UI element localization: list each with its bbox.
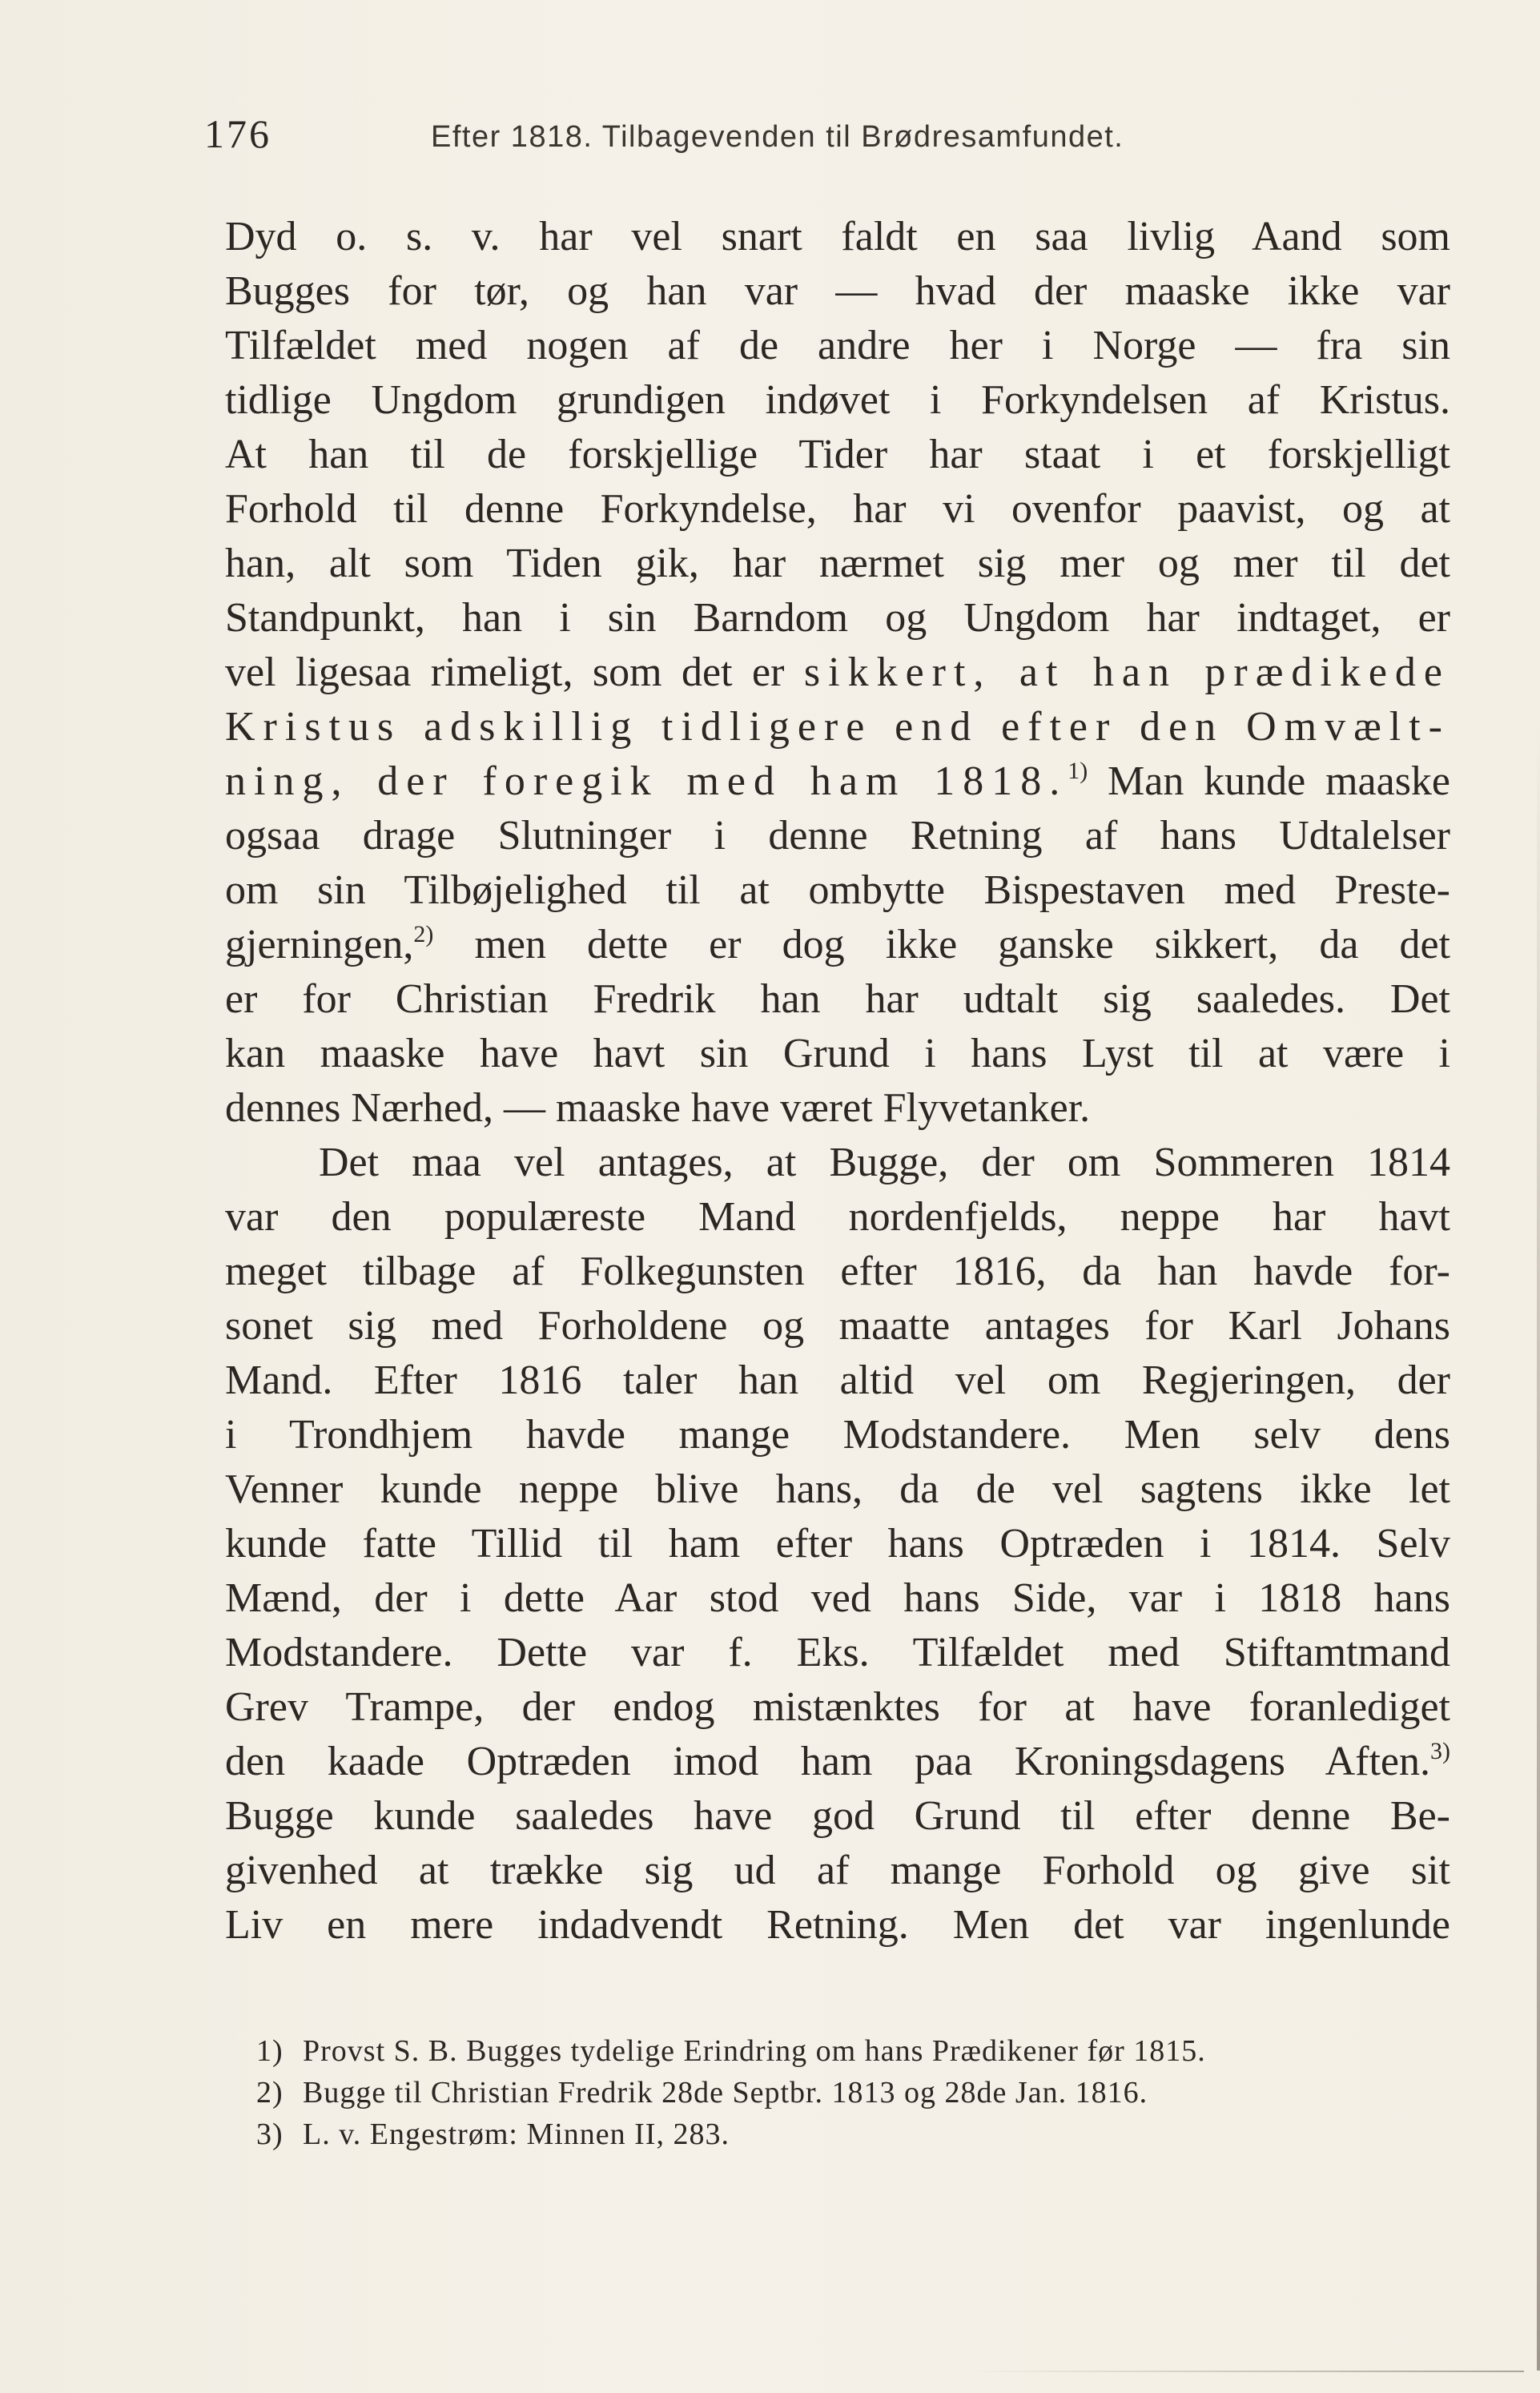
text-segment: vel ligesaa rimeligt, som det er — [225, 650, 785, 695]
text-line: var den populæreste Mand nordenfjelds, neppe har havt — [225, 1194, 1450, 1240]
body-text — [225, 210, 1450, 1953]
text-line: Standpunkt, han i sin Barndom og Ungdom har indtaget, er — [225, 595, 1450, 641]
text-line-with-note — [225, 1735, 1450, 1789]
text-line: om sin Tilbøjelighed til at ombytte Bispestaven med Preste- — [225, 867, 1450, 913]
footnote-text: Provst S. B. Bugges tydelige Erindring om hans Prædikener før 1815. — [303, 2034, 1206, 2068]
text-line-with-note — [225, 754, 1450, 809]
running-head: Efter 1818. Tilbagevenden til Brødresamfundet. — [431, 120, 1124, 154]
paragraph-first-line: Det maa vel antages, at Bugge, der om Sommeren 1814 — [319, 1140, 1450, 1185]
text-segment: gjerningen, — [225, 922, 414, 967]
text-line: ogsaa drage Slutninger i denne Retning af hans Udtalelser — [225, 813, 1450, 859]
footnote-mark: 3) — [256, 2118, 283, 2151]
text-line: Forhold til denne Forkyndelse, har vi ovenfor paavist, og at — [225, 486, 1450, 532]
text-line: Liv en mere indadvendt Retning. Men det var ingenlunde — [225, 1902, 1450, 1948]
footnote — [256, 2113, 1441, 2155]
footnote-mark: 2) — [256, 2076, 283, 2109]
text-segment: den kaade Optræden imod ham paa Kroningsdagens Aften. — [225, 1739, 1430, 1784]
text-line: han, alt som Tiden gik, har nærmet sig mer og mer til det — [225, 541, 1450, 586]
page-header — [204, 111, 1325, 159]
footnote-ref: 2) — [413, 921, 434, 947]
text-line: At han til de forskjellige Tider har staat i et forskjelligt — [225, 432, 1450, 477]
footnote — [256, 2072, 1441, 2113]
text-line: Modstandere. Dette var f. Eks. Tilfældet med Stiftamtmand — [225, 1630, 1450, 1675]
page-number: 176 — [204, 111, 271, 156]
text-segment: men dette er dog ikke ganske sikkert, da det — [474, 922, 1451, 967]
text-line: dennes Nærhed, — maaske have været Flyvetanker. — [225, 1085, 1091, 1131]
text-line-spaced: Kristus adskillig tidligere end efter den Omvælt- — [225, 704, 1450, 750]
text-segment: Man kunde maaske — [1108, 758, 1451, 804]
text-line: Dyd o. s. v. har vel snart faldt en saa livlig Aand som — [225, 214, 1450, 259]
footnote-text: Bugge til Christian Fredrik 28de Septbr. 1813 og 28de Jan. 1816. — [303, 2076, 1148, 2109]
page-bottom-edge — [963, 2371, 1524, 2372]
spaced-emphasis: ning, der foregik med ham 1818. — [225, 758, 1068, 804]
text-line: Tilfældet med nogen af de andre her i Norge — fra sin — [225, 323, 1450, 368]
footnote — [256, 2030, 1441, 2072]
page-edge-shadow — [1537, 721, 1540, 2371]
text-line: Grev Trampe, der endog mistænktes for at have foranlediget — [225, 1684, 1450, 1730]
text-line: meget tilbage af Folkegunsten efter 1816, da han havde for- — [225, 1249, 1450, 1294]
text-line: tidlige Ungdom grundigen indøvet i Forkyndelsen af Kristus. — [225, 377, 1450, 423]
text-line: Mænd, der i dette Aar stod ved hans Side, var i 1818 hans — [225, 1575, 1450, 1621]
spaced-emphasis: sikkert, at han prædikede — [803, 650, 1451, 695]
footnote-ref: 1) — [1068, 758, 1088, 784]
footnote-ref: 3) — [1430, 1738, 1450, 1764]
text-line: er for Christian Fredrik han har udtalt sig saaledes. Det — [225, 976, 1450, 1022]
text-line-spaced — [225, 646, 1450, 700]
text-line: Venner kunde neppe blive hans, da de vel sagtens ikke let — [225, 1466, 1450, 1512]
text-line: kan maaske have havt sin Grund i hans Lyst til at være i — [225, 1031, 1450, 1076]
text-line: givenhed at trække sig ud af mange Forhold og give sit — [225, 1848, 1450, 1893]
footnote-mark: 1) — [256, 2034, 283, 2068]
text-line: Bugge kunde saaledes have god Grund til efter denne Be- — [225, 1793, 1450, 1839]
text-line: Mand. Efter 1816 taler han altid vel om Regjeringen, der — [225, 1357, 1450, 1403]
footnotes — [256, 2030, 1441, 2155]
text-line: kunde fatte Tillid til ham efter hans Optræden i 1814. Selv — [225, 1521, 1450, 1567]
footnote-text: L. v. Engestrøm: Minnen II, 283. — [303, 2118, 730, 2151]
text-line: Bugges for tør, og han var — hvad der maaske ikke var — [225, 268, 1450, 314]
text-line-with-note — [225, 918, 1450, 972]
text-line: i Trondhjem havde mange Modstandere. Men selv dens — [225, 1412, 1450, 1458]
text-line: sonet sig med Forholdene og maatte antages for Karl Johans — [225, 1303, 1450, 1349]
